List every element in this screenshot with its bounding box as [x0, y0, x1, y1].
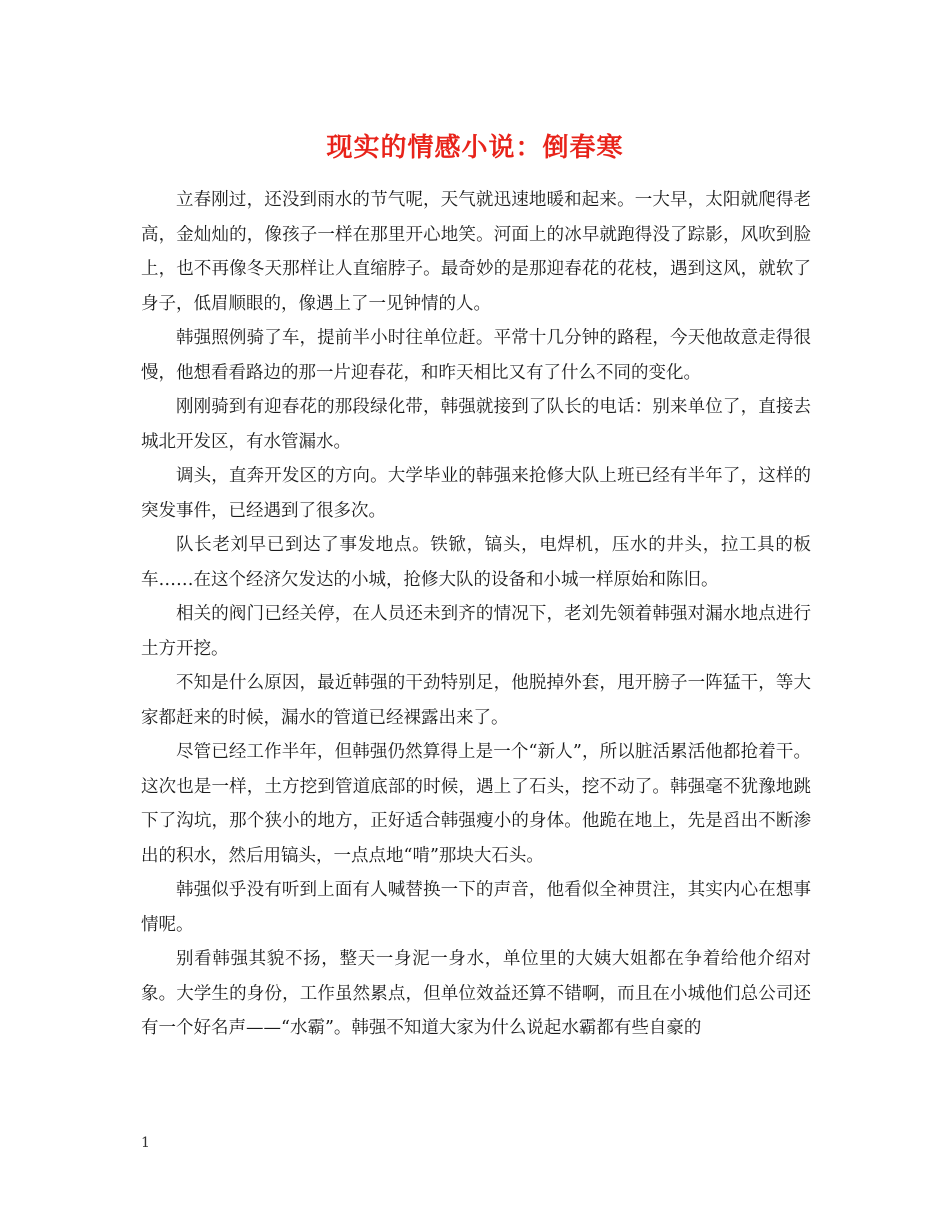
paragraph-9: 韩强似乎没有听到上面有人喊替换一下的声音，他看似全神贯注，其实内心在想事情呢。 [141, 880, 811, 935]
paragraph-3: 刚刚骑到有迎春花的那段绿化带，韩强就接到了队长的电话：别来单位了，直接去城北开发区，有水管漏水。 [141, 397, 811, 452]
paragraph-10: 别看韩强其貌不扬，整天一身泥一身水，单位里的大姨大姐都在争着给他介绍对象。大学生的身份，工作虽然累点，但单位效益还算不错啊，而且在小城他们总公司还有一个好名声——“水霸”。韩强不知道大家为什么说起水霸都有些自豪的 [141, 949, 811, 1038]
paragraph-4: 调头，直奔开发区的方向。大学毕业的韩强来抢修大队上班已经有半年了，这样的突发事件，已经遇到了很多次。 [141, 466, 811, 521]
paragraph-8: 尽管已经工作半年，但韩强仍然算得上是一个“新人”，所以脏活累活他都抢着干。这次也是一样，土方挖到管道底部的时候，遇上了石头，挖不动了。韩强毫不犹豫地跳下了沟坑，那个狭小的地方，正好适合韩强瘦小的身体。他跪在地上，先是舀出不断渗出的积水，然后用镐头，一点点地“啃”那块大石头。 [141, 742, 811, 866]
paragraph-5: 队长老刘早已到达了事发地点。铁锨，镐头，电焊机，压水的井头，拉工具的板车……在这个经济欠发达的小城，抢修大队的设备和小城一样原始和陈旧。 [141, 535, 811, 590]
paragraph-1: 立春刚过，还没到雨水的节气呢，天气就迅速地暖和起来。一大早，太阳就爬得老高，金灿灿的，像孩子一样在那里开心地笑。河面上的冰早就跑得没了踪影，风吹到脸上，也不再像冬天那样让人直缩脖子。最奇妙的是那迎春花的花枝，遇到这风，就软了身子，低眉顺眼的，像遇上了一见钟情的人。 [141, 190, 811, 314]
paragraph-7: 不知是什么原因，最近韩强的干劲特别足，他脱掉外套，甩开膀子一阵猛干，等大家都赶来的时候，漏水的管道已经裸露出来了。 [141, 673, 811, 728]
paragraph-6: 相关的阀门已经关停，在人员还未到齐的情况下，老刘先领着韩强对漏水地点进行土方开挖。 [141, 604, 811, 659]
document-body [141, 183, 811, 1046]
document-title: 现实的情感小说：倒春寒 [326, 133, 624, 163]
paragraph-2: 韩强照例骑了车，提前半小时往单位赶。平常十几分钟的路程，今天他故意走得很慢，他想看看路边的那一片迎春花，和昨天相比又有了什么不同的变化。 [141, 328, 811, 383]
page-number: 1 [141, 1135, 150, 1151]
